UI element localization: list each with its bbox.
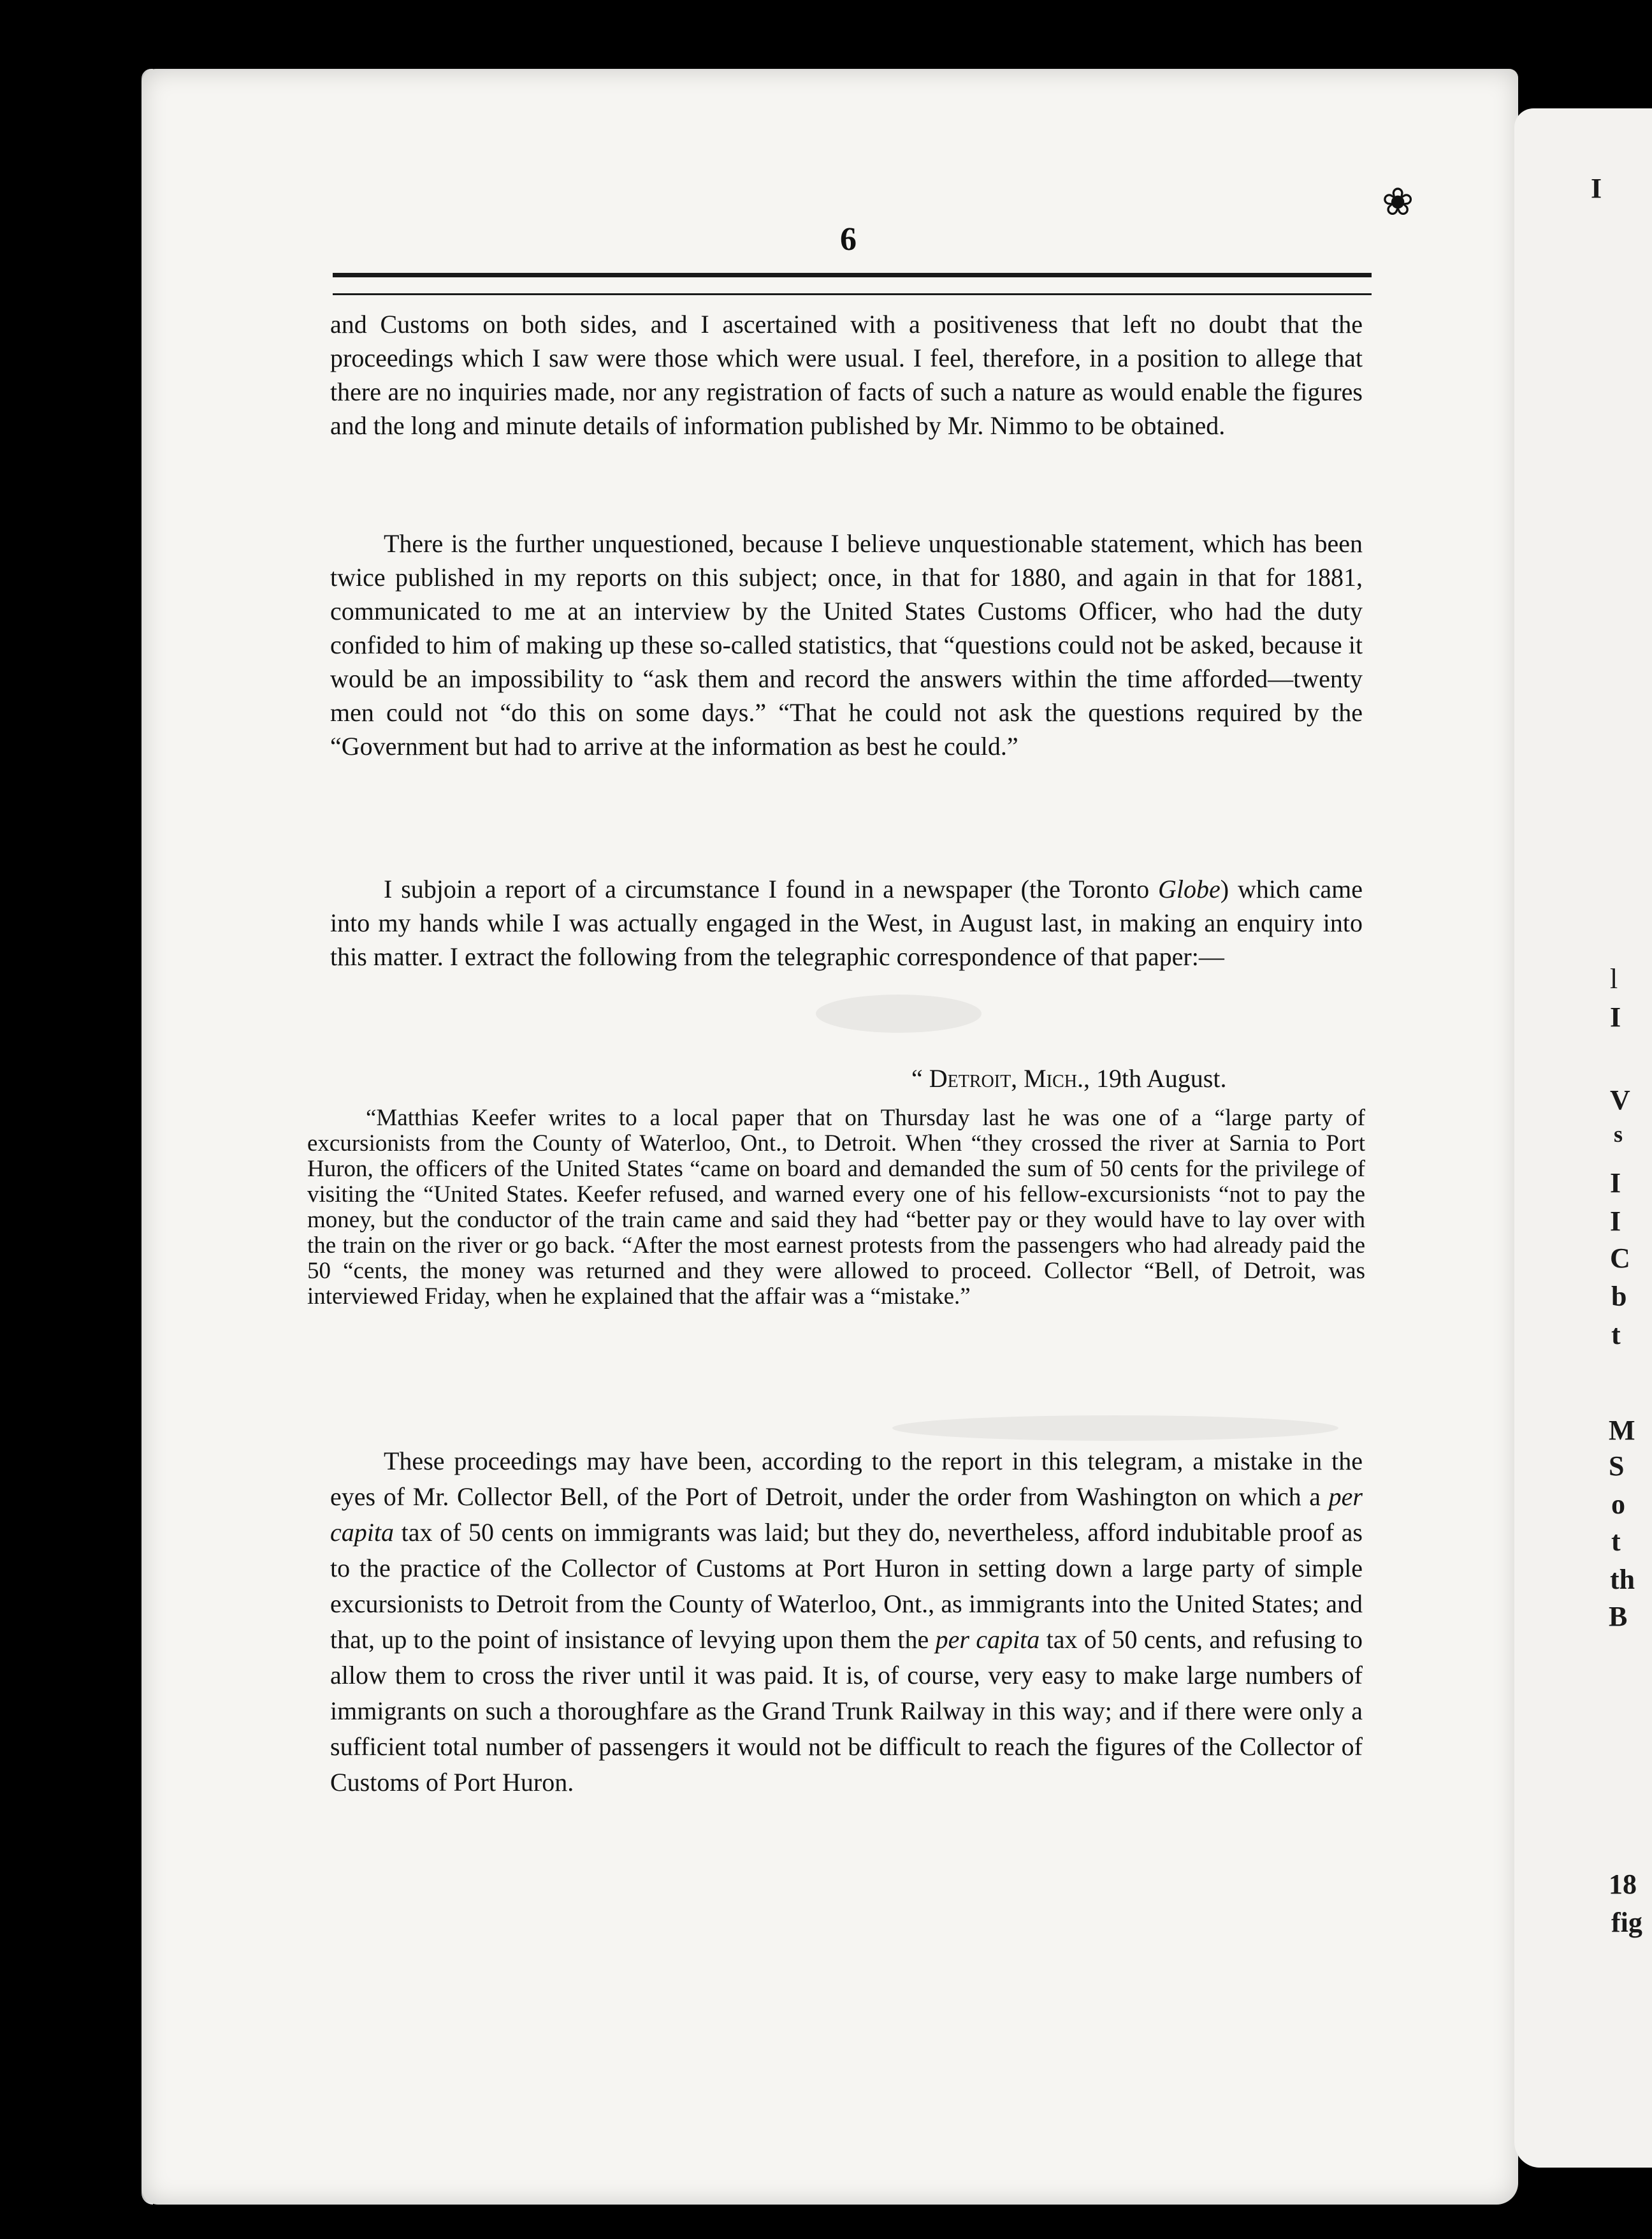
fragment-text: I xyxy=(1610,1167,1621,1199)
paragraph-4-part-b: tax of 50 cents on immigrants was laid; but they do, nevertheless, afford indubitable proof as to the practice of the Collector of Customs at Port Huron in setting down a large party of simple excursionists to Detroit from the County of Waterloo, Ont., as immigrants into the United States; and that, up to the point of insistance of levying upon them the xyxy=(330,1518,1363,1654)
paragraph-3 xyxy=(330,872,1363,974)
paragraph-2-text: There is the further unquestioned, because I believe unquestionable statement, which has been twice published in my reports on this subject; once, in that for 1880, and again in that for 1881, communicated to me at an interview by the United States Customs Officer, who had the duty confided to him of making up these so-called statistics, that “questions could not be asked, because it would be an impossibility to “ask them and record the answers within the time afforded—twenty men could not “do this on some days.” “That he could not ask the questions required by the “Government but had to arrive at the information as best he could.” xyxy=(330,529,1363,761)
quote-dateline xyxy=(911,1063,1226,1093)
corner-ornament-icon: ❀ xyxy=(1382,181,1414,223)
paragraph-2 xyxy=(330,527,1363,763)
paper-smudge xyxy=(816,995,982,1033)
dateline-date: , 19th August. xyxy=(1083,1064,1227,1093)
fragment-text: I xyxy=(1591,173,1602,204)
paragraph-1 xyxy=(330,307,1363,442)
fragment-text: C xyxy=(1610,1243,1630,1274)
fragment-text: o xyxy=(1611,1489,1625,1520)
fragment-text: th xyxy=(1610,1564,1635,1595)
paper-smudge xyxy=(892,1415,1338,1441)
fragment-text: l xyxy=(1610,963,1618,995)
newspaper-title: Globe xyxy=(1158,875,1221,903)
paragraph-3-text xyxy=(330,872,1363,974)
fragment-text: B xyxy=(1609,1601,1628,1632)
fragment-text: M xyxy=(1609,1415,1635,1446)
adjacent-page-fragment xyxy=(1514,108,1652,2168)
paragraph-3-lead: I subjoin a report of a circumstance I found in a newspaper (the Toronto xyxy=(384,875,1158,903)
fragment-text: S xyxy=(1609,1450,1625,1482)
paragraph-4-part-a: These proceedings may have been, according to the report in this telegram, a mistake in the eyes of Mr. Collector Bell, of the Port of Detroit, under the order from Washington on which a xyxy=(330,1447,1363,1511)
header-rule-thin xyxy=(333,293,1372,295)
fragment-text: t xyxy=(1611,1526,1621,1557)
fragment-text: I xyxy=(1610,1206,1621,1237)
newspaper-quote: “Matthias Keefer writes to a local paper that on Thursday last he was one of a “large party of excursionists from the County of Waterloo, Ont., to Detroit. When “they crossed the river at Sarnia to Port Huron, the officers of the United States “came on board and demanded the sum of 50 cents for the privilege of visiting the “United States. Keefer refused, and warned every one of his fellow-excursionists “not to pay the money, but the conductor of the train came and said they had “better pay or they would have to lay over with the train on the river or go back. “After the most earnest protests from the passengers who had already paid the 50 “cents, the money was returned and they were allowed to proceed. Collector “Bell, of Detroit, was interviewed Friday, when he explained that the affair was a “mistake.” xyxy=(307,1105,1365,1309)
fragment-text: fig xyxy=(1611,1907,1642,1938)
paragraph-4-text xyxy=(330,1443,1363,1800)
dateline-open-quote: “ xyxy=(911,1064,929,1093)
page-number: 6 xyxy=(840,221,857,258)
paragraph-3-rest: ) which came into my hands while I was actually engaged in the West, in August last, in making an enquiry into this matter. I extract the following from the telegraphic correspondence of that paper:— xyxy=(330,875,1363,971)
dateline-place: Detroit, Mich. xyxy=(929,1064,1083,1093)
paragraph-4-italic-2: per capita xyxy=(935,1625,1040,1654)
header-rule-thick xyxy=(333,273,1372,277)
fragment-text: s xyxy=(1614,1121,1623,1147)
paragraph-1-text: and Customs on both sides, and I ascertained with a positiveness that left no doubt that the proceedings which I saw were those which were usual. I feel, therefore, in a position to allege that there are no inquiries made, nor any registration of facts of such a nature as would enable the figures and the long and minute details of information published by Mr. Nimmo to be obtained. xyxy=(330,310,1363,440)
fragment-text: V xyxy=(1610,1084,1630,1116)
paragraph-4-part-c: tax of 50 cents, and refusing to allow them to cross the river until it was paid. It is, of course, very easy to make large numbers of immigrants on such a thoroughfare as the Grand Trunk Railway in this way; and if there were only a sufficient total number of passengers it would not be difficult to reach the figures of the Collector of Customs of Port Huron. xyxy=(330,1625,1363,1797)
paragraph-4 xyxy=(330,1443,1363,1800)
fragment-text: b xyxy=(1611,1281,1627,1312)
fragment-text: I xyxy=(1610,1002,1621,1033)
fragment-text: 18 xyxy=(1609,1869,1637,1900)
fragment-text: t xyxy=(1611,1319,1621,1350)
paragraph-4-italic-1: per capita xyxy=(330,1482,1363,1547)
